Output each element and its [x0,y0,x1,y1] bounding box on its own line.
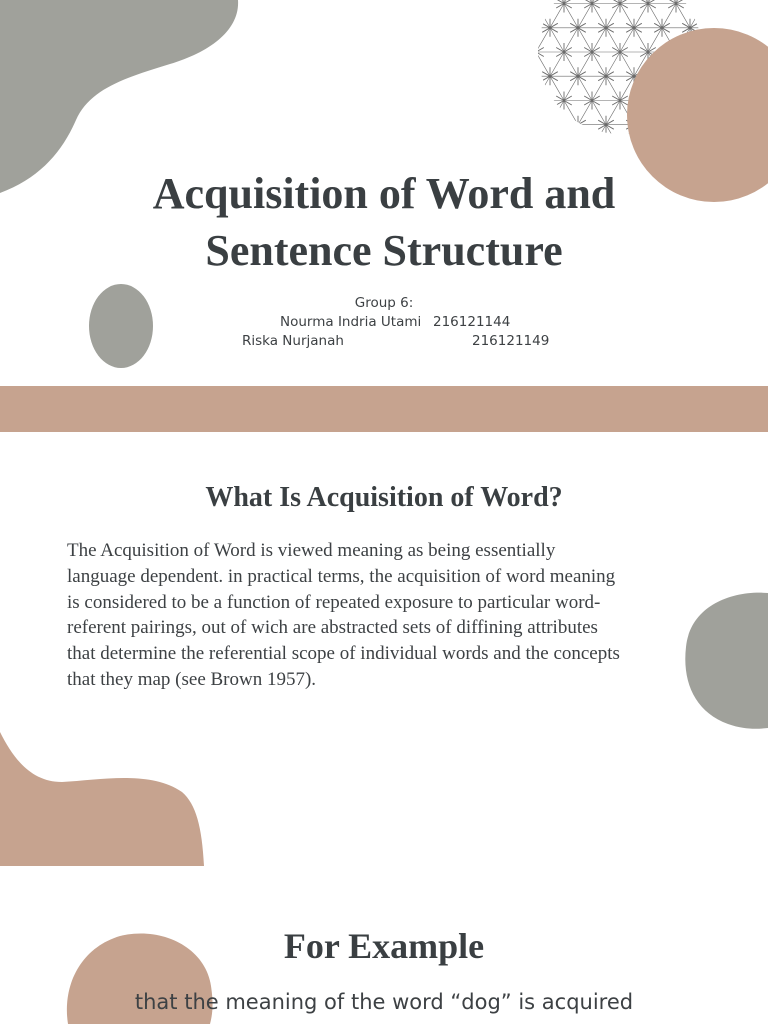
pattern-grid-line [352,0,552,128]
slide-separator-band [0,386,768,432]
example-slide [0,866,768,1024]
pattern-stroke [696,0,712,8]
pattern-stroke [724,0,740,8]
section-heading: For Example [283,926,485,966]
pattern-stroke [514,120,530,129]
definition-slide [0,432,768,866]
pattern-stroke [500,0,516,8]
member-name: Nourma Indria Utami [280,314,422,330]
member-id: 216121144 [433,314,511,330]
title-slide [0,0,768,386]
pattern-stroke [500,48,516,57]
pattern-stroke [528,96,544,105]
tan-blob-bottom-left [0,732,204,866]
pattern-stroke [542,120,558,129]
pattern-stroke [500,145,516,154]
pattern-stroke [612,145,628,154]
pattern-stroke [738,23,754,32]
member-id: 216121149 [472,333,550,349]
pattern-stroke [696,0,712,8]
pattern-grid-line [373,0,573,140]
pattern-stroke [500,0,516,8]
pattern-stroke [584,145,600,154]
pattern-stroke [556,145,572,154]
pattern-stroke [738,23,754,32]
pattern-stroke [612,145,628,154]
group-label: Group 6: [354,295,414,311]
title-line-2: Sentence Structure [205,226,563,275]
example-text: that the meaning of the word “dog” is acquired [134,990,634,1014]
pattern-stroke [500,96,516,105]
pattern-stroke [584,145,600,154]
paragraph-line: that they map (see Brown 1957). [67,668,317,690]
pattern-stroke [528,0,544,8]
paragraph-line: that determine the referential scope of individual words and the concepts [67,643,620,665]
title-line-1: Acquisition of Word and [152,169,616,218]
paragraph-line: The Acquisition of Word is viewed meaning as being essentially [67,540,556,561]
definition-paragraph [67,538,707,693]
pattern-stroke [528,0,544,8]
pattern-stroke [556,145,572,154]
pattern-stroke [500,145,516,154]
paragraph-line: language dependent. in practical terms, the acquisition of word meaning [67,565,616,587]
pattern-stroke [542,120,558,129]
pattern-stroke [500,48,516,57]
pattern-stroke [724,0,740,8]
paragraph-line: referent pairings, out of wich are abstracted sets of diffining attributes [67,617,598,639]
pattern-stroke [514,72,530,81]
pattern-stroke [514,72,530,81]
presentation-title [0,165,768,279]
pattern-stroke [514,23,530,32]
pattern-stroke [500,96,516,105]
member-name: Riska Nurjanah [242,333,344,349]
pattern-grid-line [457,0,657,189]
section-heading: What Is Acquisition of Word? [205,482,563,513]
pattern-stroke [528,96,544,105]
pattern-stroke [514,23,530,32]
pattern-stroke [528,145,544,154]
pattern-stroke [528,145,544,154]
pattern-grid-line [415,0,615,165]
paragraph-line: is considered to be a function of repeated exposure to particular word- [67,591,601,613]
pattern-stroke [514,120,530,129]
